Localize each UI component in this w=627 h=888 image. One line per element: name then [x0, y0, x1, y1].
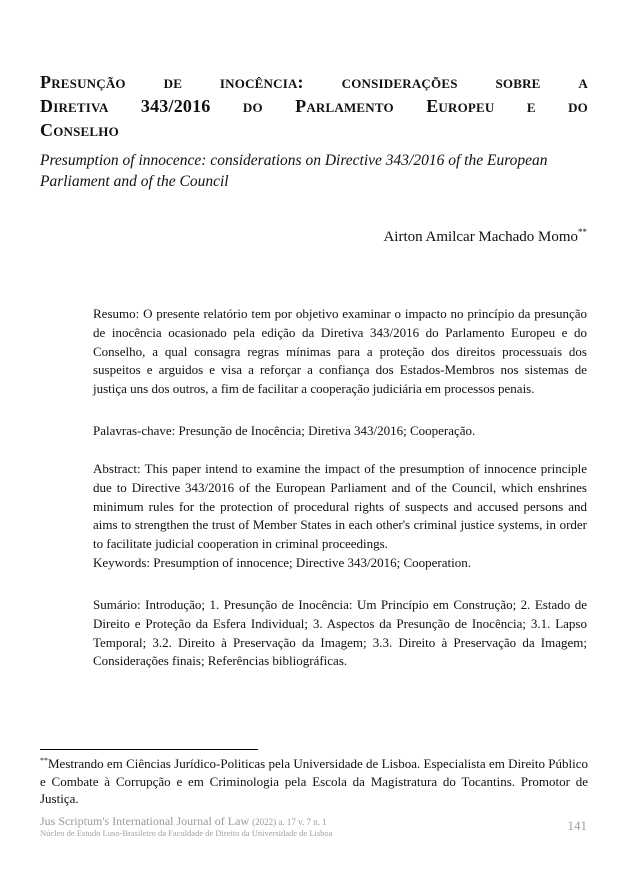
- resumo-paragraph: Resumo: O presente relatório tem por objetivo examinar o impacto no princípio da presunção de inocência ocasionado pela edição da Diretiva 343/2016 do Parlamento Europeu e do Conselho, a qual consagra regras mínimas para a proteção dos direitos processuais dos suspeitos e arguidos e visa a reforçar a confiança dos Estados-Membros nos sistemas de justiça uns dos outros, a fim de facilitar a cooperação judiciária em processos penais.: [93, 306, 587, 397]
- sumario-paragraph: Sumário: Introdução; 1. Presunção de Inocência: Um Princípio em Construção; 2. Estado de Direito e Proteção da Esfera Individual; 3. Aspectos da Presunção de Inocência; 3.1. Lapso Temporal; 3.2. Direito à Preservação da Imagem; 3.3. Direito à Preservação da Imagem; Considerações finais; Referências bibliográficas.: [93, 597, 587, 669]
- title-line: Presunção de inocência: considerações sobre a: [40, 72, 588, 92]
- keywords: Keywords: Presumption of innocence; Directive 343/2016; Cooperation.: [93, 555, 472, 570]
- article-title: [40, 70, 588, 142]
- title-line: Conselho: [40, 120, 119, 140]
- palavras-chave: Palavras-chave: Presunção de Inocência; Diretiva 343/2016; Cooperação.: [93, 423, 476, 438]
- journal-institution: Núcleo de Estudo Luso-Brasileiro da Faculdade de Direito da Universidade de Lisboa: [40, 828, 333, 838]
- author-name: Airton Amilcar Machado Momo: [383, 229, 578, 245]
- footnote-mark: **: [40, 756, 48, 765]
- abstract-paragraph: Abstract: This paper intend to examine the impact of the presumption of innocence principle due to Directive 343/2016 of the European Parliament and of the Council, which enshrines minimum rules for the protection of procedural rights of suspects and accused persons and aims to strengthen the trust of Member States in each other's criminal justice systems, in order to facilitate judicial cooperation in criminal proceedings.: [93, 461, 587, 552]
- english-title: Presumption of innocence: considerations on Directive 343/2016 of the European Parliament and of the Council: [40, 152, 548, 190]
- title-line: Diretiva 343/2016 do Parlamento Europeu e do: [40, 96, 588, 116]
- journal-citation: [40, 814, 327, 829]
- footnote-text: Mestrando em Ciências Jurídico-Politicas pela Universidade de Lisboa. Especialista em Direito Público e Combate à Corrupção e em Criminologia pela Escola da Magistratura do Tocantins. Promotor de Justiça.: [40, 756, 588, 806]
- author: [383, 227, 587, 246]
- author-footnote-mark[interactable]: **: [578, 227, 587, 237]
- journal-name: Jus Scriptum's International Journal of Law: [40, 814, 250, 828]
- footnote-divider: [40, 749, 258, 750]
- page-number: 141: [567, 818, 587, 833]
- footnote: [40, 752, 588, 808]
- journal-issue: (2022) a. 17 v. 7 n. 1: [252, 817, 327, 827]
